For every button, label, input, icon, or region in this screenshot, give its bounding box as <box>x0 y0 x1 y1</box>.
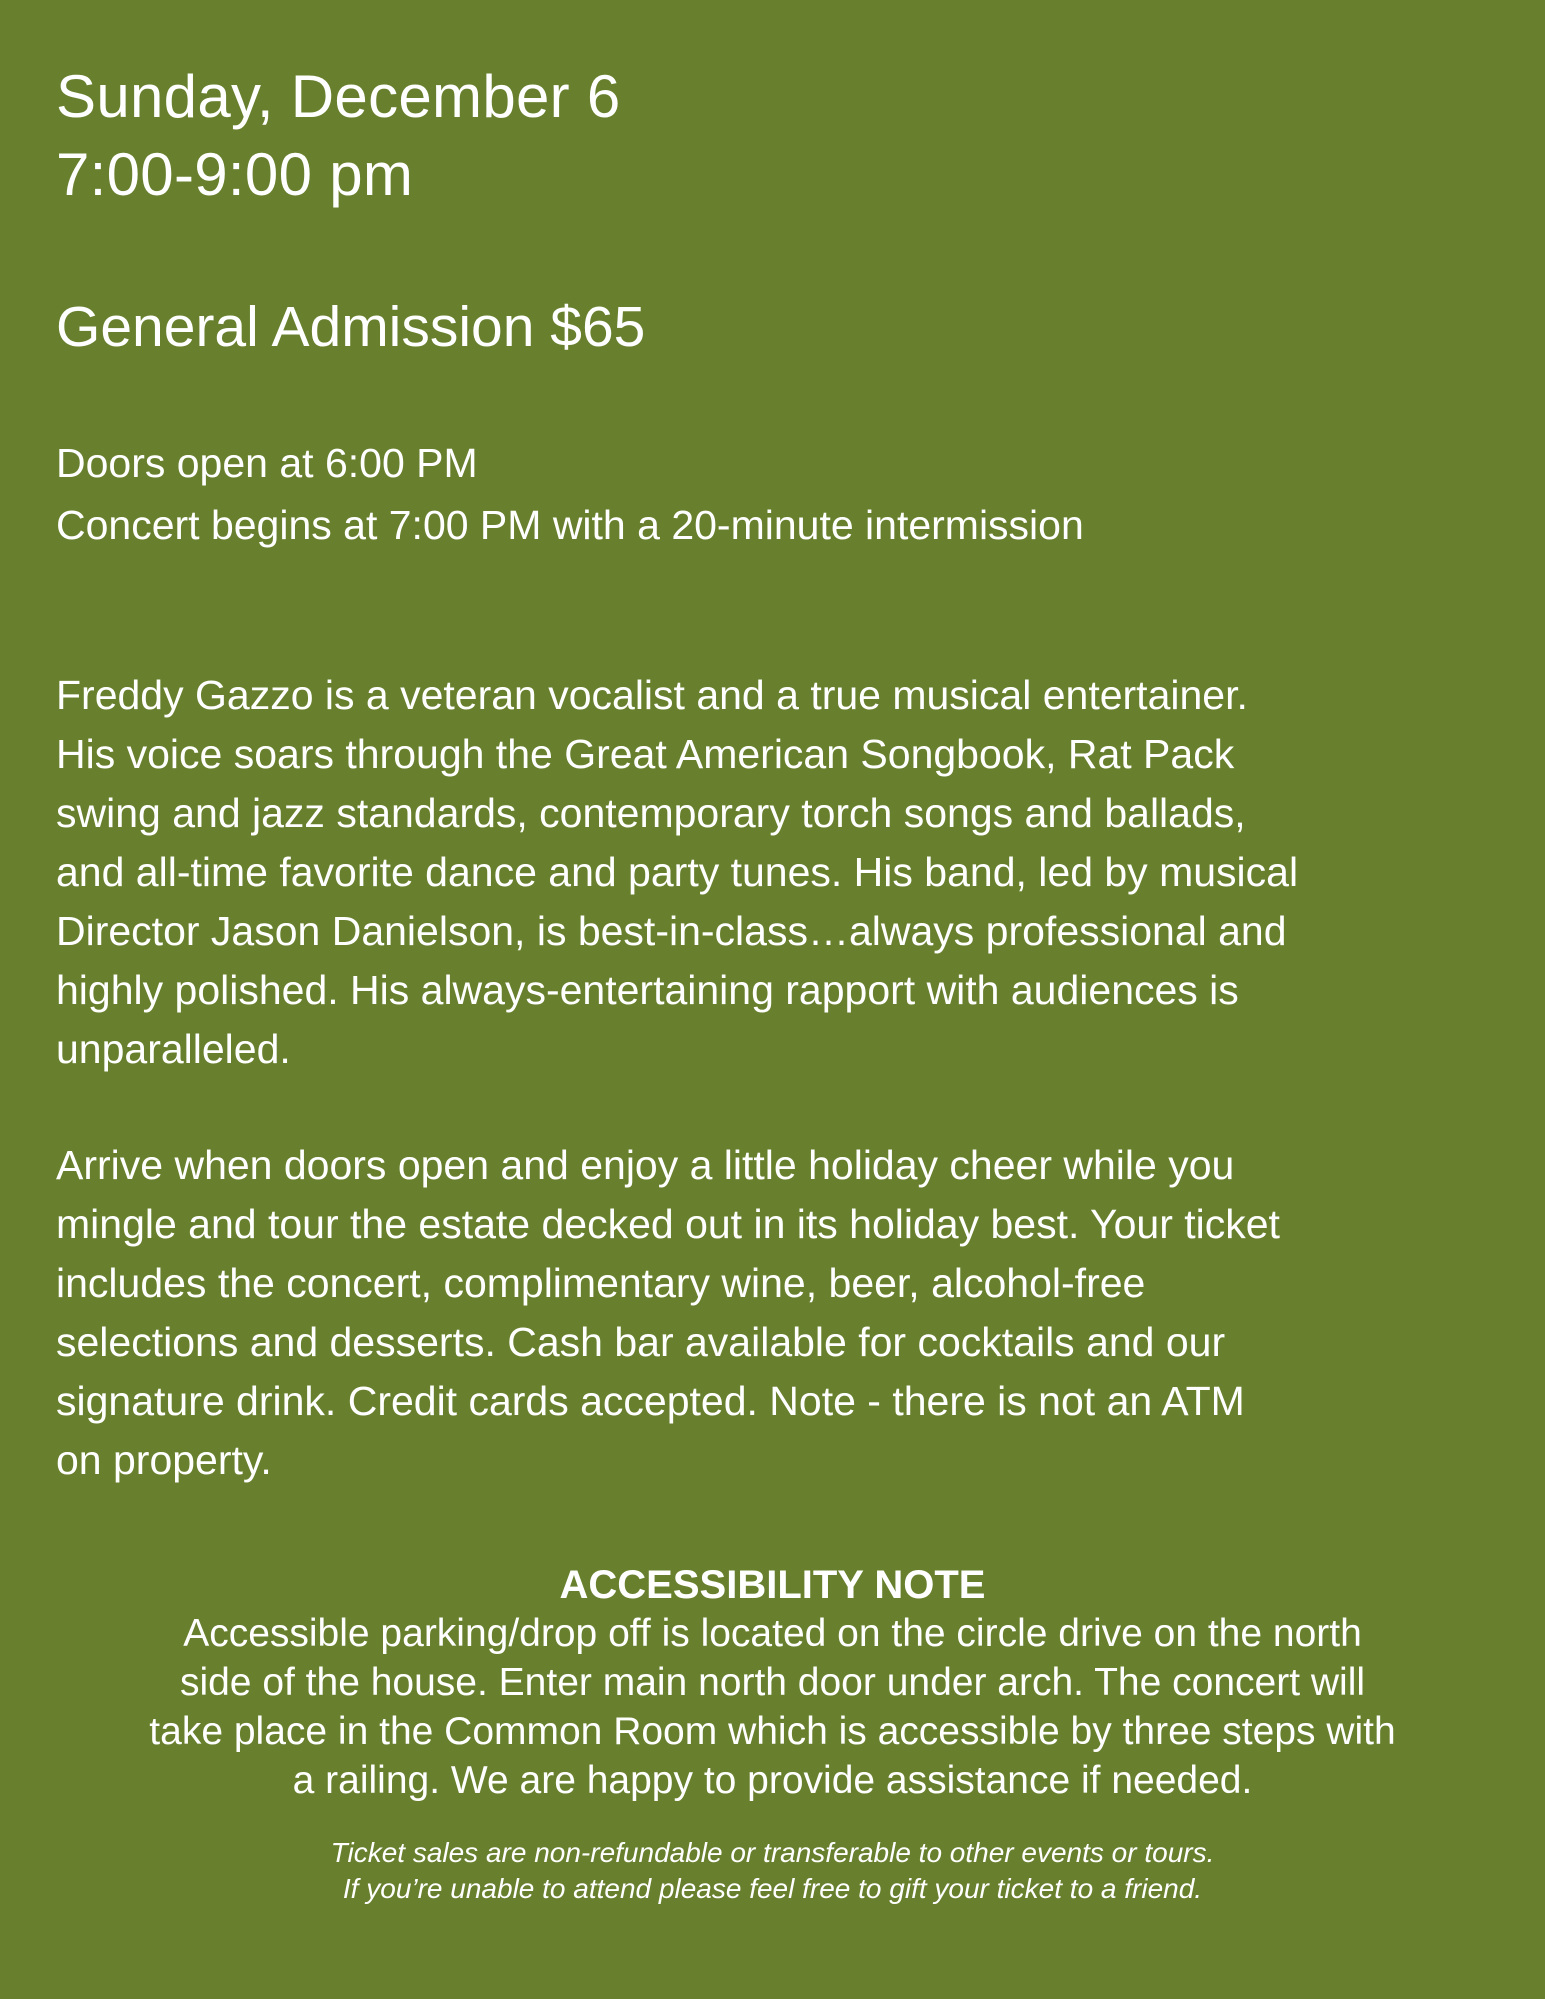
accessibility-line: a railing. We are happy to provide assistance if needed. <box>292 1759 1253 1802</box>
schedule-info <box>56 432 1084 556</box>
event-date: Sunday, December 6 <box>56 63 621 130</box>
policy-line: Ticket sales are non-refundable or transferable to other events or tours. <box>330 1837 1215 1868</box>
bio-line: and all-time favorite dance and party tunes. His band, led by musical <box>56 849 1299 895</box>
bio-line: unparalleled. <box>56 1026 291 1072</box>
accessibility-line: Accessible parking/drop off is located on the circle drive on the north <box>183 1612 1362 1655</box>
arrive-line: selections and desserts. Cash bar available for cocktails and our <box>56 1319 1226 1365</box>
arrive-line: Arrive when doors open and enjoy a little holiday cheer while you <box>56 1142 1235 1188</box>
doors-open-text: Doors open at 6:00 PM <box>56 440 478 486</box>
admission-price: General Admission $65 <box>56 295 646 359</box>
arrive-line: mingle and tour the estate decked out in its holiday best. Your ticket <box>56 1201 1280 1247</box>
event-time: 7:00-9:00 pm <box>56 141 414 208</box>
accessibility-line: side of the house. Enter main north door under arch. The concert will <box>179 1661 1366 1704</box>
bio-line: Director Jason Danielson, is best-in-class…always professional and <box>56 908 1287 954</box>
bio-line: swing and jazz standards, contemporary torch songs and ballads, <box>56 790 1246 836</box>
bio-line: Freddy Gazzo is a veteran vocalist and a true musical entertainer. <box>56 672 1248 718</box>
arrive-line: on property. <box>56 1437 272 1483</box>
policy-line: If you’re unable to attend please feel free to gift your ticket to a friend. <box>342 1873 1203 1904</box>
ticket-policy <box>0 1835 1545 1907</box>
arrive-line: signature drink. Credit cards accepted. Note - there is not an ATM <box>56 1378 1245 1424</box>
accessibility-title: ACCESSIBILITY NOTE <box>559 1563 986 1607</box>
event-datetime <box>56 58 621 214</box>
arrival-info <box>56 1136 1496 1490</box>
concert-begins-text: Concert begins at 7:00 PM with a 20-minute intermission <box>56 502 1084 548</box>
bio-line: His voice soars through the Great American Songbook, Rat Pack <box>56 731 1235 777</box>
accessibility-line: take place in the Common Room which is accessible by three steps with <box>149 1710 1396 1753</box>
bio-line: highly polished. His always-entertaining rapport with audiences is <box>56 967 1239 1013</box>
accessibility-note <box>0 1609 1545 1805</box>
arrive-line: includes the concert, complimentary wine, beer, alcohol-free <box>56 1260 1146 1306</box>
performer-bio <box>56 666 1496 1079</box>
